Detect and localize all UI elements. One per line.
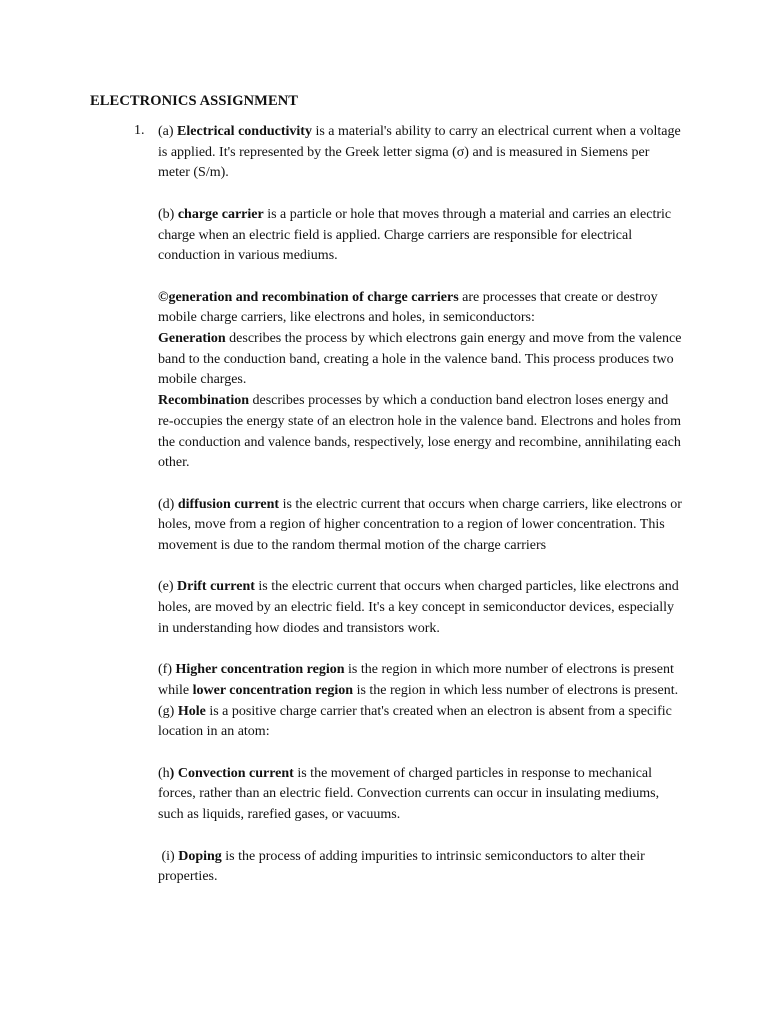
section-h-term: ) Convection current [169, 765, 294, 781]
section-c-generation [158, 329, 682, 391]
section-c [158, 288, 682, 474]
section-f-term2: lower concentration region [192, 682, 354, 698]
generation-text: describes the process by which electrons gain energy and move from the valence band to the conduction band, creating a hole in the valence band. This process produces two mobile charges. [158, 331, 682, 388]
section-d [158, 495, 682, 557]
section-i-text: is the process of adding impurities to intrinsic semiconductors to alter their properties. [158, 848, 649, 885]
section-c-text: are processes that create or destroy mobile charge carriers, like electrons and holes, in semiconductors: [158, 289, 658, 326]
section-f-text2: is the region in which less number of electrons is present. [353, 682, 679, 698]
section-i [158, 847, 682, 888]
answer-list [158, 122, 682, 909]
section-a [158, 122, 682, 184]
section-i-prefix: (i) [158, 848, 179, 864]
section-c-intro [158, 288, 682, 329]
section-f-text1: is the region in which more number of electrons is present while [158, 662, 674, 698]
list-number: 1. [134, 123, 145, 138]
section-g-text: is a positive charge carrier that's created when an electron is absent from a specific location in an atom: [158, 703, 672, 740]
section-d-term: diffusion current [177, 496, 280, 512]
document-title: ELECTRONICS ASSIGNMENT [90, 93, 299, 109]
section-a-text: is a material's ability to carry an electrical current when a voltage is applied. It's represented by the Greek letter sigma (σ) and is measured in Siemens per meter (S/m). [158, 124, 681, 181]
section-f-term: Higher concentration region [175, 662, 345, 678]
generation-term: Generation [158, 331, 226, 346]
section-f-prefix: (f) [158, 662, 176, 678]
section-h-prefix: (h [158, 765, 170, 781]
section-a-term: Electrical conductivity [177, 124, 312, 139]
section-b-text: is a particle or hole that moves through a material and carries an electric charge when an electric field is applied. Charge carriers are responsible for electrical conduction in various mediums. [158, 206, 672, 264]
section-g [158, 702, 682, 743]
section-c-term: ©generation and recombination of charge carriers [158, 289, 459, 305]
section-b-prefix: (b) [158, 206, 178, 222]
section-a-prefix: (a) [158, 124, 178, 139]
section-g-prefix: (g) [158, 703, 178, 719]
section-b [158, 205, 682, 267]
section-d-text: is the electric current that occurs when charge carriers, like electrons or holes, move from a region of higher concentration to a region of lower concentration. This movement is due to the random thermal motion of the charge carriers [158, 496, 682, 554]
recombination-term: Recombination [158, 393, 249, 409]
recombination-text: describes processes by which a conduction band electron loses energy and re-occupies the energy state of an electron hole in the valence band. Electrons and holes from the conduction and valence bands, respectively, lose energy and recombine, annihilating each other. [158, 393, 681, 471]
section-f [158, 660, 682, 701]
section-c-recombination [158, 391, 682, 474]
section-h [158, 764, 682, 826]
section-h-text: is the movement of charged particles in response to mechanical forces, rather than an electric field. Convection currents can occur in insulating mediums, such as liquids, rarefied gases, or vacuums. [158, 765, 660, 823]
section-e-prefix: (e) [158, 579, 178, 595]
section-b-term: charge carrier [177, 206, 264, 222]
section-e-text: is the electric current that occurs when charged particles, like electrons and holes, are moved by an electric field. It's a key concept in semiconductor devices, especially in understanding how diodes and transistors work. [158, 579, 679, 636]
section-i-term: Doping [178, 848, 222, 864]
section-e [158, 577, 682, 639]
section-d-prefix: (d) [158, 496, 178, 512]
section-e-term: Drift current [177, 579, 255, 595]
section-g-term: Hole [177, 703, 206, 719]
